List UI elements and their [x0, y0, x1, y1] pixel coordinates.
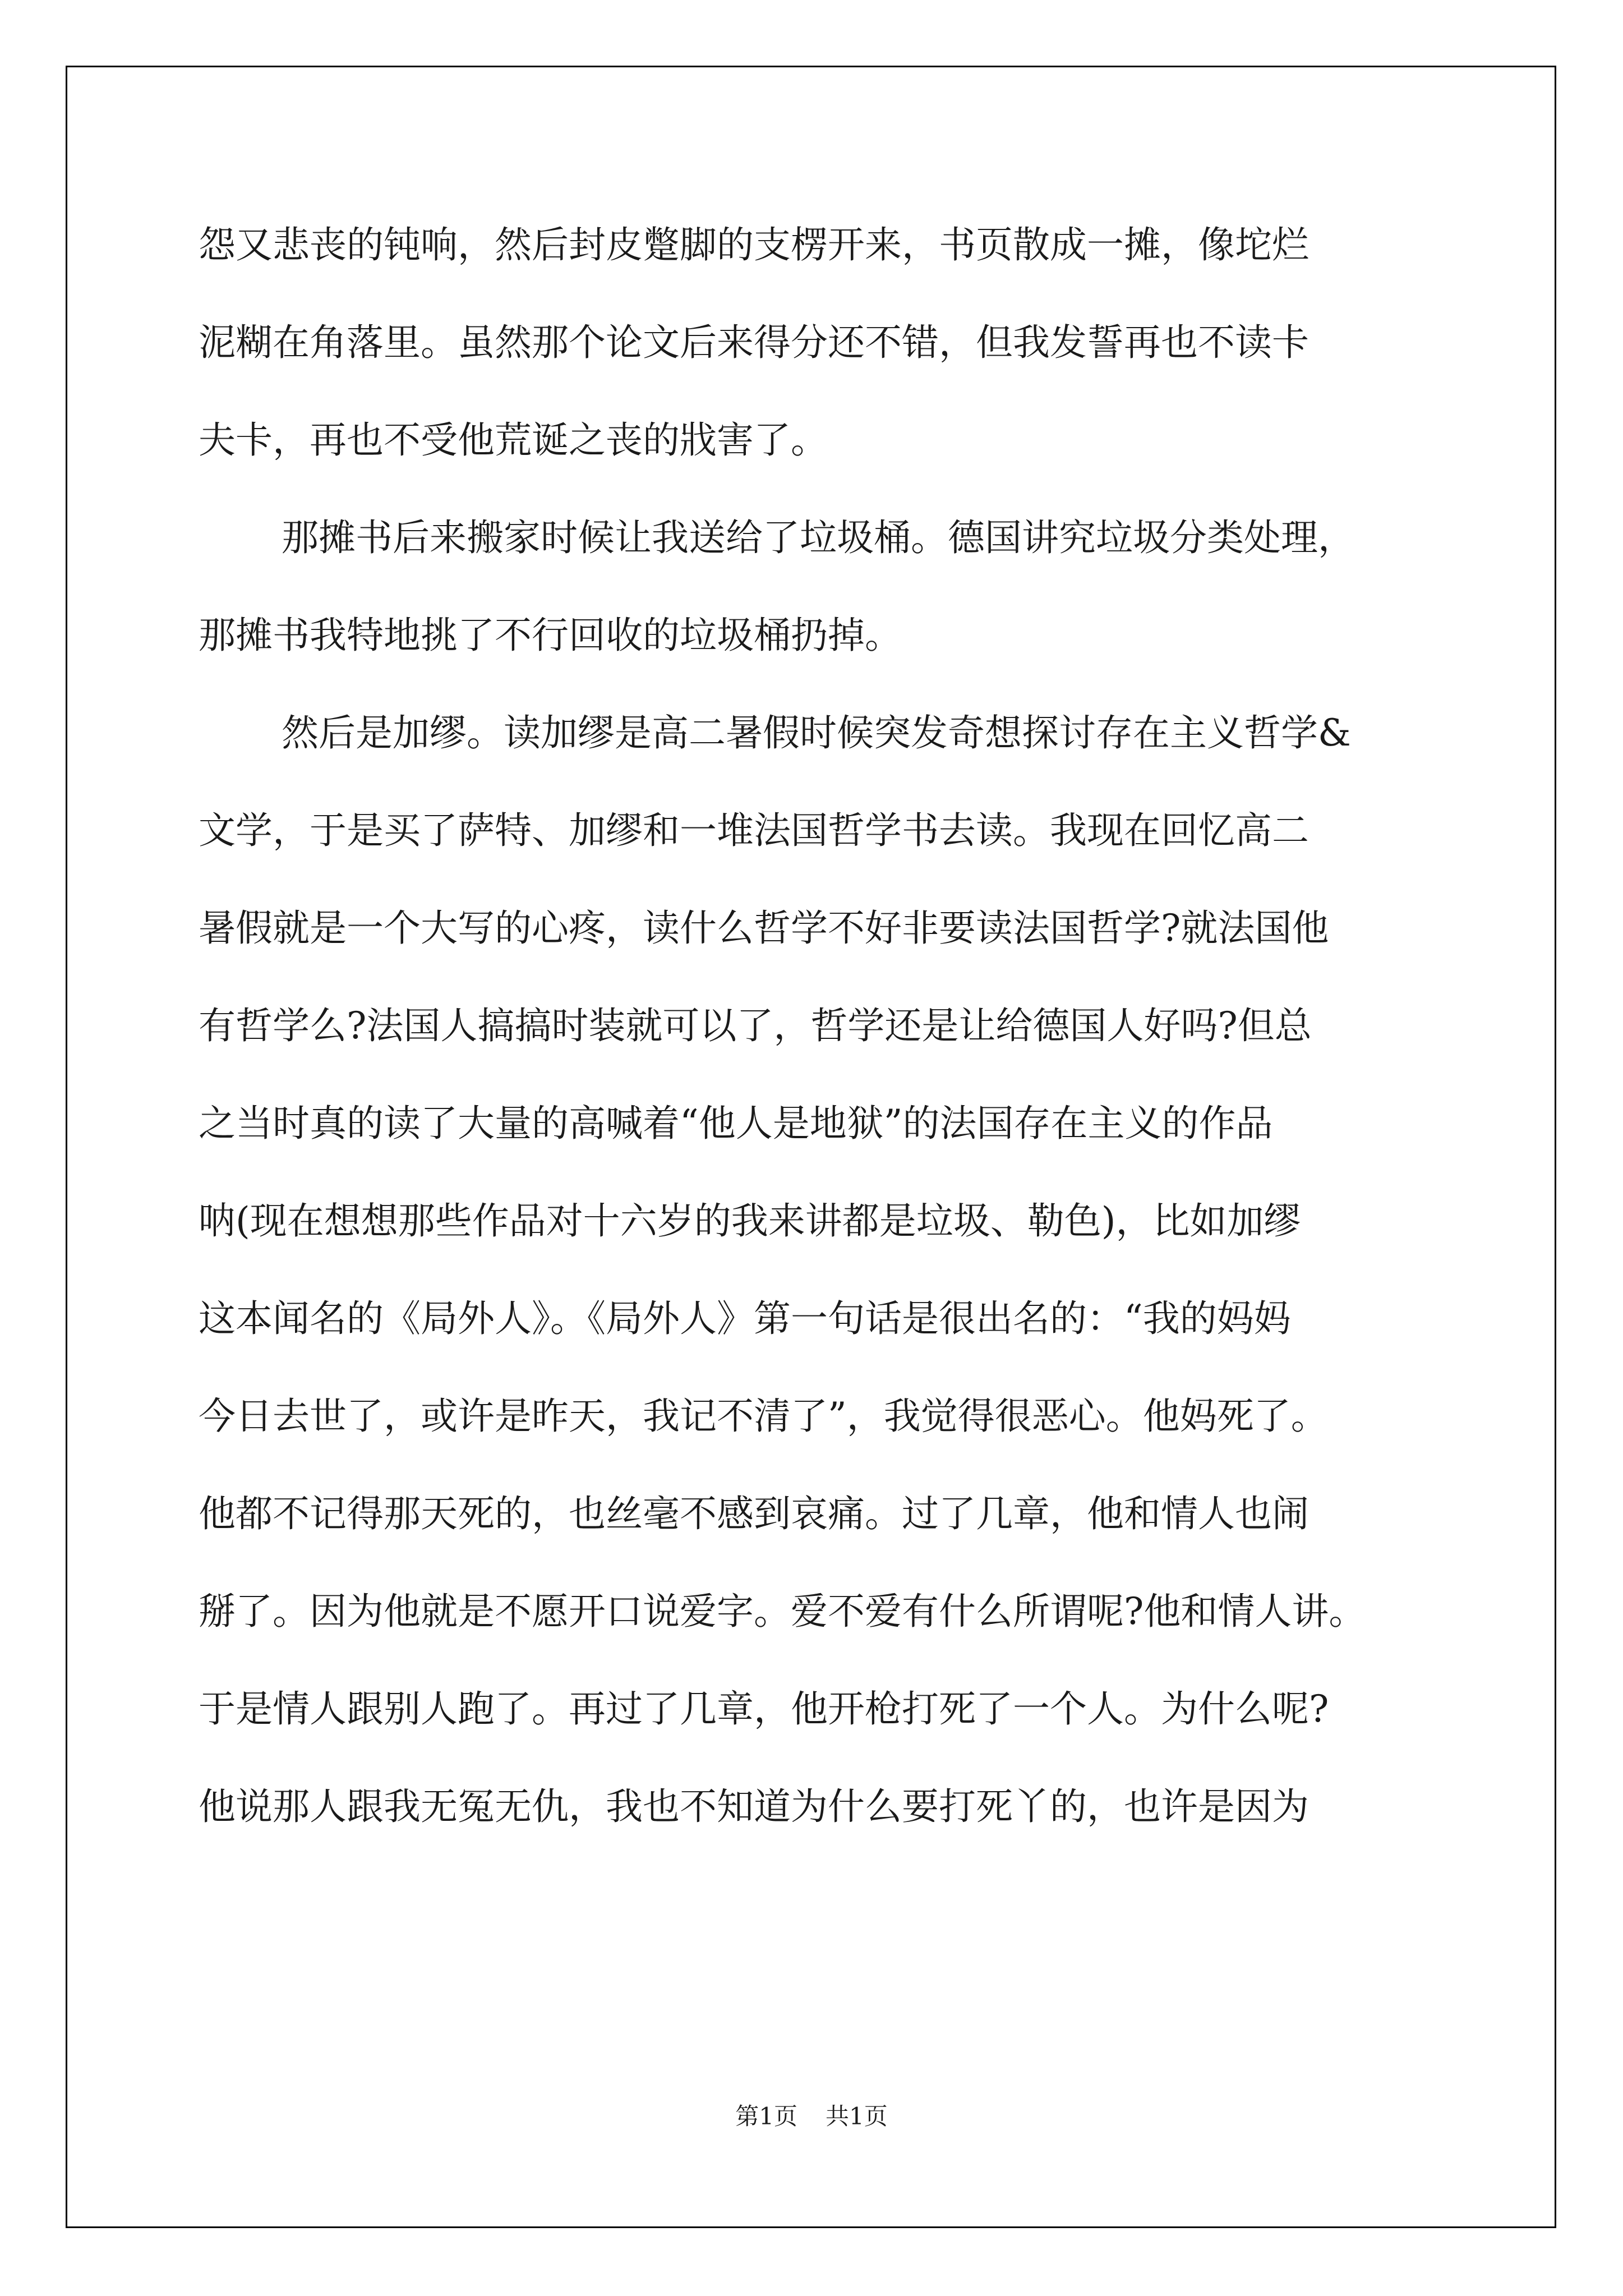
text-line: 夫卡，再也不受他荒诞之丧的戕害了。 [199, 418, 828, 462]
page-footer [0, 2098, 1623, 2132]
text-line: 于是情人跟别人跑了。再过了几章，他开枪打死了一个人。为什么呢? [199, 1687, 1329, 1731]
text-line: 那摊书我特地挑了不行回收的垃圾桶扔掉。 [199, 614, 902, 657]
text-line: 这本闻名的《局外人》。《局外人》第一句话是很出名的：“我的妈妈 [199, 1297, 1291, 1340]
text-line: 文学，于是买了萨特、加缪和一堆法国哲学书去读。我现在回忆高二 [199, 809, 1309, 852]
text-line: 之当时真的读了大量的高喊着“他人是地狱”的法国存在主义的作品 [199, 1102, 1273, 1145]
text-line: 怨又悲丧的钝响，然后封皮蹩脚的支楞开来，书页散成一摊，像坨烂 [199, 223, 1309, 266]
text-line: 有哲学么?法国人搞搞时装就可以了，哲学还是让给德国人好吗?但总 [199, 1004, 1312, 1047]
text-line: 那摊书后来搬家时候让我送给了垃圾桶。德国讲究垃圾分类处理， [282, 516, 1355, 559]
text-line: 泥糊在角落里。虽然那个论文后来得分还不错，但我发誓再也不读卡 [199, 321, 1309, 364]
text-line: 他说那人跟我无冤无仇，我也不知道为什么要打死丫的，也许是因为 [199, 1785, 1309, 1828]
text-line: 掰了。因为他就是不愿开口说爱字。爱不爱有什么所谓呢?他和情人讲。 [199, 1590, 1366, 1633]
document-body [199, 196, 1432, 1856]
text-line: 他都不记得那天死的，也丝毫不感到哀痛。过了几章，他和情人也闹 [199, 1492, 1309, 1535]
page-number: 第1页 [735, 2102, 797, 2130]
text-line: 呐(现在想想那些作品对十六岁的我来讲都是垃圾、勒色)，比如加缪 [199, 1199, 1301, 1243]
text-line: 然后是加缪。读加缪是高二暑假时候突发奇想探讨存在主义哲学& [282, 711, 1351, 754]
text-line: 今日去世了，或许是昨天，我记不清了”，我觉得很恶心。他妈死了。 [199, 1395, 1328, 1438]
page-total: 共1页 [826, 2102, 888, 2130]
text-line: 暑假就是一个大写的心疼，读什么哲学不好非要读法国哲学?就法国他 [199, 907, 1329, 950]
